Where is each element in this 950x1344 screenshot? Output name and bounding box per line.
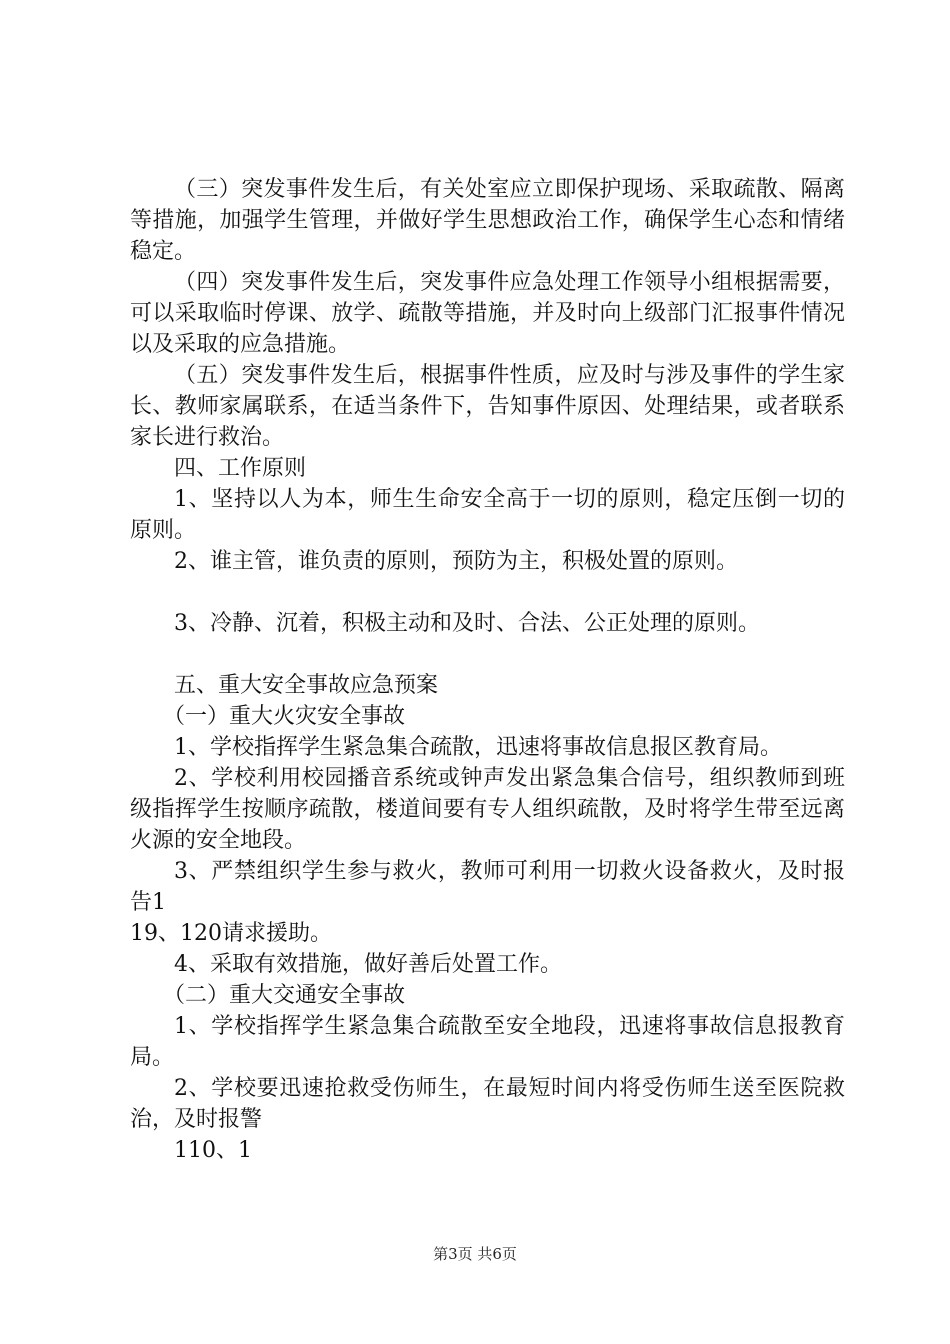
blank-line xyxy=(130,639,845,670)
document-body xyxy=(130,174,845,1166)
subheading-traffic-accident: （二）重大交通安全事故 xyxy=(163,983,406,1008)
paragraph-4: （四）突发事件发生后，突发事件应急处理工作领导小组根据需要，可以采取临时停课、放学、疏散等措施，并及时向上级部门汇报事件情况以及采取的应急措施。 xyxy=(130,270,845,357)
fire-item-3: 3、严禁组织学生参与救火，教师可利用一切救火设备救火，及时报告1 xyxy=(130,859,845,915)
fire-item-1: 1、学校指挥学生紧急集合疏散，迅速将事故信息报区教育局。 xyxy=(174,735,782,760)
traffic-item-1: 1、学校指挥学生紧急集合疏散至安全地段，迅速将事故信息报教育局。 xyxy=(130,1014,845,1070)
traffic-item-2-continued: 110、1 xyxy=(174,1138,252,1163)
traffic-item-2: 2、学校要迅速抢救受伤师生，在最短时间内将受伤师生送至医院救治，及时报警 xyxy=(130,1076,845,1132)
fire-item-2: 2、学校利用校园播音系统或钟声发出紧急集合信号，组织教师到班级指挥学生按顺序疏散，楼道间要有专人组织疏散，及时将学生带至远离火源的安全地段。 xyxy=(130,766,845,853)
principle-1: 1、坚持以人为本，师生生命安全高于一切的原则，稳定压倒一切的原则。 xyxy=(130,487,845,543)
section-heading-work-principles: 四、工作原则 xyxy=(174,456,307,481)
fire-item-4: 4、采取有效措施，做好善后处置工作。 xyxy=(174,952,562,977)
paragraph-3: （三）突发事件发生后，有关处室应立即保护现场、采取疏散、隔离等措施，加强学生管理，并做好学生思想政治工作，确保学生心态和情绪稳定。 xyxy=(130,177,845,264)
principle-2: 2、谁主管，谁负责的原则，预防为主，积极处置的原则。 xyxy=(174,549,738,574)
blank-line xyxy=(130,577,845,608)
fire-item-3-continued: 19、120请求援助。 xyxy=(130,921,332,946)
principle-3: 3、冷静、沉着，积极主动和及时、合法、公正处理的原则。 xyxy=(174,611,760,636)
paragraph-5: （五）突发事件发生后，根据事件性质，应及时与涉及事件的学生家长、教师家属联系，在适当条件下，告知事件原因、处理结果，或者联系家长进行救治。 xyxy=(130,363,845,450)
section-heading-emergency-plan: 五、重大安全事故应急预案 xyxy=(174,673,439,698)
subheading-fire-accident: （一）重大火灾安全事故 xyxy=(163,704,406,729)
page-footer: 第3页 共6页 xyxy=(433,1245,517,1263)
